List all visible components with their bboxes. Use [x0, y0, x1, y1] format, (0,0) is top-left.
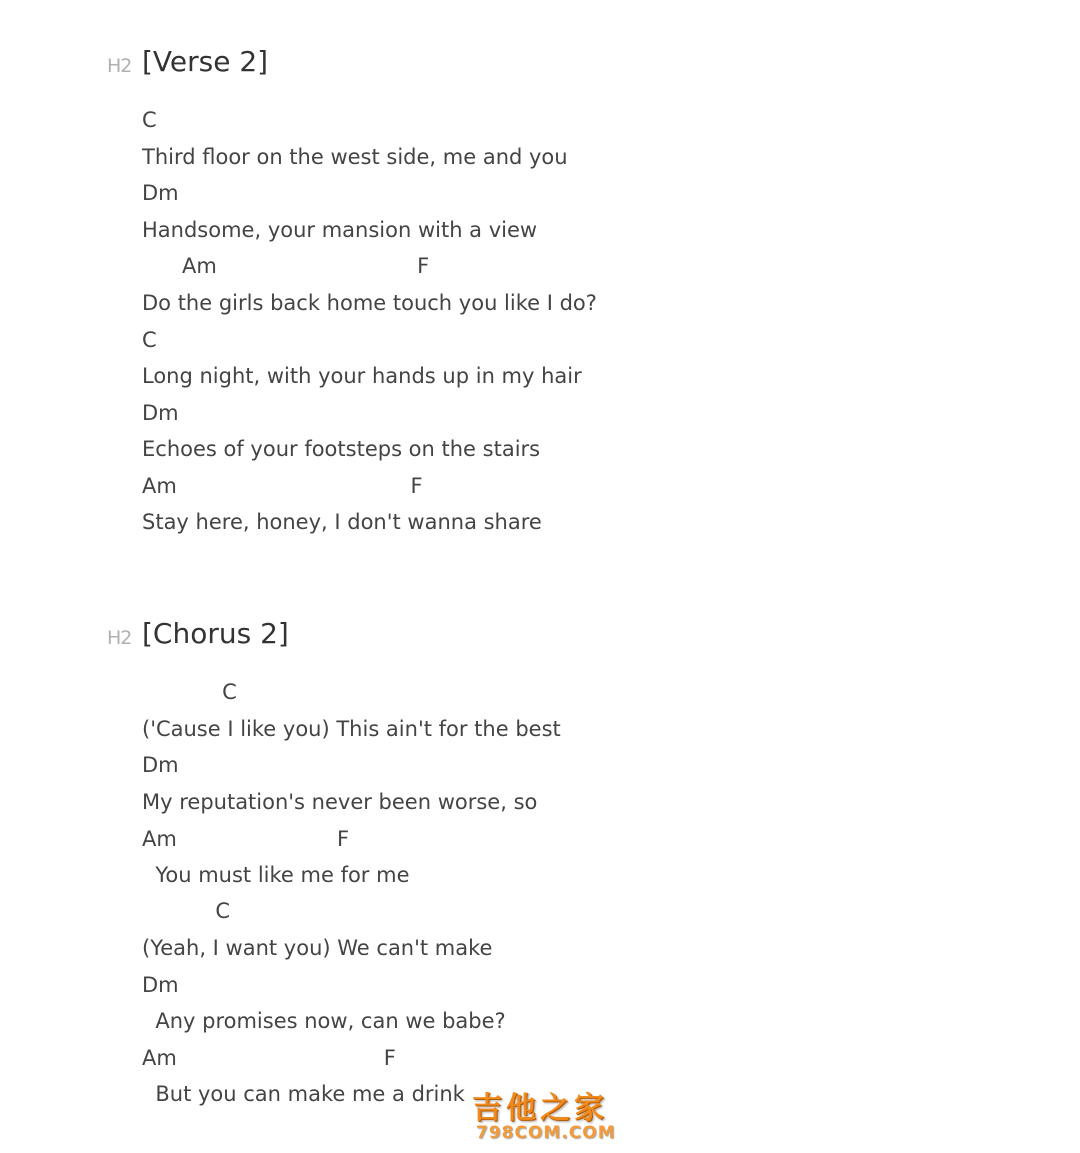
section-heading-verse-2: [Verse 2]	[142, 45, 269, 78]
chord-line: C	[142, 680, 237, 704]
chord-line: Am F	[142, 254, 430, 278]
chord-line: Dm	[142, 181, 179, 205]
lyric-line: You must like me for me	[142, 863, 410, 887]
lyric-line: Long night, with your hands up in my hair	[142, 364, 582, 388]
watermark-url: 798COM.COM	[476, 1123, 616, 1143]
lyric-line: Stay here, honey, I don't wanna share	[142, 510, 542, 534]
lyric-line: But you can make me a drink	[142, 1082, 465, 1106]
section-heading-chorus-2: [Chorus 2]	[142, 617, 289, 650]
heading-level-marker: H2	[107, 55, 132, 77]
site-watermark-logo	[472, 1083, 622, 1151]
chord-line: Dm	[142, 401, 179, 425]
watermark-title: 吉他之家	[472, 1091, 608, 1126]
lyric-line: Any promises now, can we babe?	[142, 1009, 506, 1033]
chord-line: C	[142, 108, 157, 132]
heading-level-marker: H2	[107, 627, 132, 649]
chord-line: C	[142, 899, 231, 923]
chord-line: Dm	[142, 753, 179, 777]
lyric-line: ('Cause I like you) This ain't for the best	[142, 717, 561, 741]
chord-line: C	[142, 328, 157, 352]
chord-line: Dm	[142, 973, 179, 997]
lyric-line: Handsome, your mansion with a view	[142, 218, 538, 242]
lyric-line: Third floor on the west side, me and you	[142, 145, 568, 169]
chord-line: Am F	[142, 1046, 396, 1070]
lyric-line: My reputation's never been worse, so	[142, 790, 538, 814]
chord-line: Am F	[142, 827, 350, 851]
lyric-line: Echoes of your footsteps on the stairs	[142, 437, 541, 461]
lyric-line: (Yeah, I want you) We can't make	[142, 936, 493, 960]
chord-line: Am F	[142, 474, 423, 498]
lyric-line: Do the girls back home touch you like I do?	[142, 291, 597, 315]
